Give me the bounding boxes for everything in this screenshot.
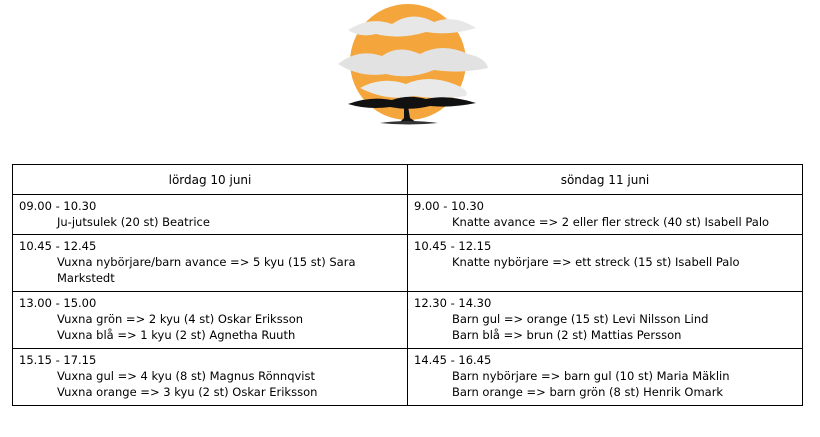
activity: Vuxna orange => 3 kyu (2 st) Oskar Eriksson: [57, 385, 318, 399]
cell-sunday: [408, 235, 803, 292]
activity: Knatte nybörjare => ett streck (15 st) Isabell Palo: [452, 255, 740, 269]
cell-saturday: [13, 292, 408, 349]
header-saturday: lördag 10 juni: [13, 165, 408, 195]
activity: Barn nybörjare => barn gul (10 st) Maria Mäklin: [452, 369, 730, 383]
cell-sunday: [408, 349, 803, 406]
activity: Vuxna grön => 2 kyu (4 st) Oskar Eriksson: [57, 312, 304, 326]
activity: Vuxna nybörjare/barn avance => 5 kyu (15 st) Sara Markstedt: [57, 255, 356, 285]
activity: Barn orange => barn grön (8 st) Henrik Omark: [452, 385, 724, 399]
table-row: [13, 292, 803, 349]
time-slot: 10.45 - 12.15: [414, 239, 492, 253]
cell-saturday: [13, 195, 408, 235]
cell-sunday: [408, 292, 803, 349]
activity: Barn gul => orange (15 st) Levi Nilsson Lind: [452, 312, 709, 326]
table-row: [13, 195, 803, 235]
schedule-table: [12, 164, 803, 406]
time-slot: 9.00 - 10.30: [414, 199, 484, 213]
activity: Knatte avance => 2 eller fler streck (40 st) Isabell Palo: [452, 215, 770, 229]
cell-saturday: [13, 235, 408, 292]
time-slot: 15.15 - 17.15: [19, 353, 97, 367]
activity: Ju-jutsulek (20 st) Beatrice: [57, 215, 210, 229]
time-slot: 12.30 - 14.30: [414, 296, 492, 310]
header-sunday: söndag 11 juni: [408, 165, 803, 195]
activity: Vuxna gul => 4 kyu (8 st) Magnus Rönnqvist: [57, 369, 315, 383]
table-row: [13, 235, 803, 292]
cell-saturday: [13, 349, 408, 406]
time-slot: 10.45 - 12.45: [19, 239, 97, 253]
sunset-tree-logo: [330, 2, 490, 130]
cell-sunday: [408, 195, 803, 235]
activity: Vuxna blå => 1 kyu (2 st) Agnetha Ruuth: [57, 328, 296, 342]
time-slot: 09.00 - 10.30: [19, 199, 97, 213]
tree-ground: [380, 121, 438, 125]
time-slot: 13.00 - 15.00: [19, 296, 97, 310]
activity: Barn blå => brun (2 st) Mattias Persson: [452, 328, 682, 342]
table-header-row: [13, 165, 803, 195]
table-row: [13, 349, 803, 406]
time-slot: 14.45 - 16.45: [414, 353, 492, 367]
